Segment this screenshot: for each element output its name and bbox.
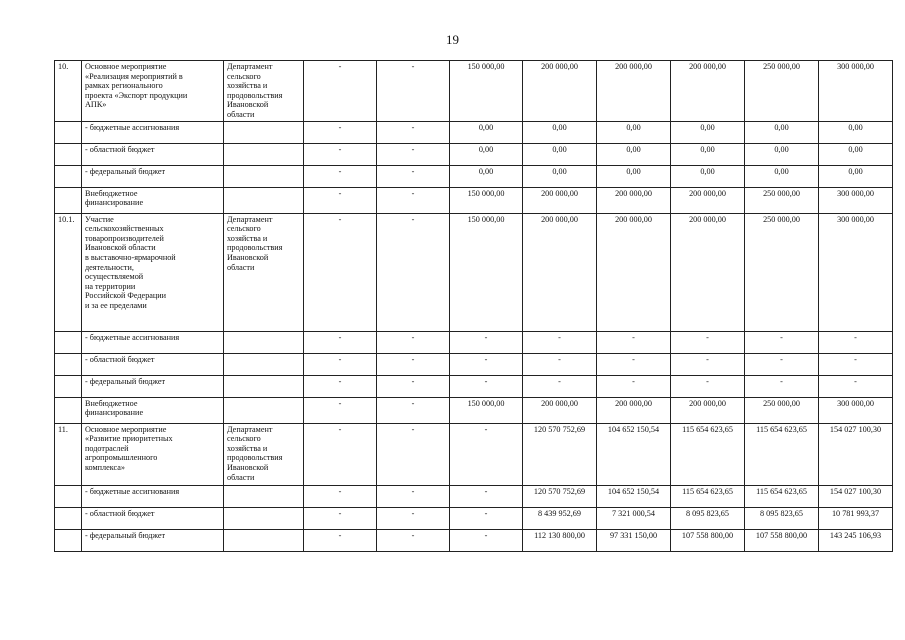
- table-row: [55, 423, 893, 485]
- table-row: [55, 143, 893, 165]
- amount-cell: 0,00: [745, 121, 819, 143]
- amount-cell: -: [450, 331, 523, 353]
- amount-cell: 250 000,00: [745, 397, 819, 423]
- amount-cell: 200 000,00: [523, 397, 597, 423]
- empty-year-cell: -: [304, 423, 377, 485]
- amount-cell: 250 000,00: [745, 187, 819, 213]
- amount-cell: 300 000,00: [819, 61, 893, 122]
- empty-year-cell: -: [304, 485, 377, 507]
- amount-cell: -: [597, 375, 671, 397]
- amount-cell: 300 000,00: [819, 397, 893, 423]
- amount-cell: 150 000,00: [450, 61, 523, 122]
- empty-year-cell: -: [377, 507, 450, 529]
- item-label-cell: - бюджетные ассигнования: [82, 331, 224, 353]
- table-row: [55, 375, 893, 397]
- row-number-cell: [55, 121, 82, 143]
- amount-cell: 200 000,00: [671, 213, 745, 331]
- program-financing-table: [54, 60, 893, 552]
- empty-year-cell: -: [377, 121, 450, 143]
- empty-year-cell: -: [377, 213, 450, 331]
- amount-cell: -: [819, 353, 893, 375]
- amount-cell: -: [819, 331, 893, 353]
- amount-cell: -: [819, 375, 893, 397]
- department-cell: [224, 353, 304, 375]
- amount-cell: -: [450, 423, 523, 485]
- item-label-cell: - областной бюджет: [82, 507, 224, 529]
- amount-cell: 10 781 993,37: [819, 507, 893, 529]
- department-cell: Департамент сельского хозяйства и продовольствия Ивановской области: [224, 61, 304, 122]
- empty-year-cell: -: [304, 187, 377, 213]
- empty-year-cell: -: [304, 213, 377, 331]
- amount-cell: -: [745, 353, 819, 375]
- amount-cell: 200 000,00: [671, 61, 745, 122]
- department-cell: [224, 331, 304, 353]
- empty-year-cell: -: [377, 331, 450, 353]
- amount-cell: 0,00: [597, 165, 671, 187]
- amount-cell: 200 000,00: [597, 397, 671, 423]
- amount-cell: 112 130 800,00: [523, 529, 597, 551]
- empty-year-cell: -: [377, 529, 450, 551]
- amount-cell: 120 570 752,69: [523, 485, 597, 507]
- amount-cell: 0,00: [597, 143, 671, 165]
- row-number-cell: [55, 353, 82, 375]
- table-row: [55, 529, 893, 551]
- amount-cell: 115 654 623,65: [671, 423, 745, 485]
- amount-cell: 0,00: [819, 165, 893, 187]
- amount-cell: 7 321 000,54: [597, 507, 671, 529]
- amount-cell: 8 095 823,65: [671, 507, 745, 529]
- amount-cell: -: [450, 507, 523, 529]
- amount-cell: -: [597, 331, 671, 353]
- amount-cell: 8 095 823,65: [745, 507, 819, 529]
- department-cell: [224, 507, 304, 529]
- empty-year-cell: -: [304, 397, 377, 423]
- empty-year-cell: -: [377, 397, 450, 423]
- table-row: [55, 485, 893, 507]
- amount-cell: 200 000,00: [671, 397, 745, 423]
- item-label-cell: - федеральный бюджет: [82, 165, 224, 187]
- amount-cell: 104 652 150,54: [597, 485, 671, 507]
- department-cell: [224, 187, 304, 213]
- department-cell: Департамент сельского хозяйства и продовольствия Ивановской области: [224, 213, 304, 331]
- table-row: [55, 165, 893, 187]
- row-number-cell: [55, 165, 82, 187]
- amount-cell: 0,00: [745, 143, 819, 165]
- amount-cell: 115 654 623,65: [745, 423, 819, 485]
- amount-cell: 0,00: [819, 121, 893, 143]
- amount-cell: -: [450, 485, 523, 507]
- table-row: [55, 397, 893, 423]
- amount-cell: 0,00: [450, 121, 523, 143]
- empty-year-cell: -: [304, 353, 377, 375]
- row-number-cell: [55, 507, 82, 529]
- amount-cell: 200 000,00: [597, 61, 671, 122]
- amount-cell: -: [523, 331, 597, 353]
- table-row: [55, 61, 893, 122]
- empty-year-cell: -: [304, 165, 377, 187]
- amount-cell: 150 000,00: [450, 397, 523, 423]
- amount-cell: 0,00: [450, 165, 523, 187]
- amount-cell: 0,00: [523, 121, 597, 143]
- amount-cell: 107 558 800,00: [671, 529, 745, 551]
- amount-cell: 200 000,00: [523, 61, 597, 122]
- row-number-cell: [55, 485, 82, 507]
- table-row: [55, 353, 893, 375]
- amount-cell: 0,00: [745, 165, 819, 187]
- item-label-cell: - областной бюджет: [82, 143, 224, 165]
- department-cell: [224, 121, 304, 143]
- row-number-cell: [55, 331, 82, 353]
- row-number-cell: [55, 397, 82, 423]
- department-cell: [224, 529, 304, 551]
- department-cell: [224, 397, 304, 423]
- item-label-cell: - федеральный бюджет: [82, 375, 224, 397]
- amount-cell: 0,00: [671, 143, 745, 165]
- amount-cell: -: [671, 353, 745, 375]
- amount-cell: 115 654 623,65: [745, 485, 819, 507]
- table-row: [55, 121, 893, 143]
- empty-year-cell: -: [377, 187, 450, 213]
- amount-cell: -: [450, 375, 523, 397]
- item-label-cell: Участие сельскохозяйственных товаропроизводителей Ивановской области в выставочно-ярмарочной деятельности, осуществляемой на территории Российской Федерации и за ее пределами: [82, 213, 224, 331]
- amount-cell: 0,00: [671, 121, 745, 143]
- table-row: [55, 331, 893, 353]
- amount-cell: 154 027 100,30: [819, 485, 893, 507]
- empty-year-cell: -: [304, 331, 377, 353]
- empty-year-cell: -: [377, 165, 450, 187]
- amount-cell: 200 000,00: [523, 187, 597, 213]
- table-row: [55, 507, 893, 529]
- amount-cell: 150 000,00: [450, 187, 523, 213]
- amount-cell: 0,00: [597, 121, 671, 143]
- department-cell: Департамент сельского хозяйства и продовольствия Ивановской области: [224, 423, 304, 485]
- row-number-cell: 11.: [55, 423, 82, 485]
- row-number-cell: [55, 375, 82, 397]
- empty-year-cell: -: [377, 353, 450, 375]
- empty-year-cell: -: [377, 61, 450, 122]
- empty-year-cell: -: [377, 375, 450, 397]
- item-label-cell: Основное мероприятие «Реализация мероприятий в рамках регионального проекта «Экспорт продукции АПК»: [82, 61, 224, 122]
- amount-cell: -: [671, 331, 745, 353]
- amount-cell: 300 000,00: [819, 213, 893, 331]
- item-label-cell: - бюджетные ассигнования: [82, 485, 224, 507]
- empty-year-cell: -: [377, 485, 450, 507]
- empty-year-cell: -: [377, 143, 450, 165]
- amount-cell: 200 000,00: [597, 213, 671, 331]
- amount-cell: -: [523, 375, 597, 397]
- item-label-cell: Основное мероприятие «Развитие приоритетных подотраслей агропромышленного комплекса»: [82, 423, 224, 485]
- amount-cell: 200 000,00: [523, 213, 597, 331]
- amount-cell: 0,00: [671, 165, 745, 187]
- department-cell: [224, 143, 304, 165]
- empty-year-cell: -: [304, 529, 377, 551]
- row-number-cell: 10.: [55, 61, 82, 122]
- empty-year-cell: -: [304, 375, 377, 397]
- amount-cell: 250 000,00: [745, 61, 819, 122]
- amount-cell: -: [450, 353, 523, 375]
- amount-cell: 8 439 952,69: [523, 507, 597, 529]
- row-number-cell: 10.1.: [55, 213, 82, 331]
- amount-cell: 200 000,00: [597, 187, 671, 213]
- amount-cell: 300 000,00: [819, 187, 893, 213]
- amount-cell: 200 000,00: [671, 187, 745, 213]
- empty-year-cell: -: [377, 423, 450, 485]
- page-number: 19: [446, 32, 459, 47]
- amount-cell: 143 245 106,93: [819, 529, 893, 551]
- amount-cell: 0,00: [819, 143, 893, 165]
- empty-year-cell: -: [304, 507, 377, 529]
- amount-cell: -: [745, 375, 819, 397]
- amount-cell: 107 558 800,00: [745, 529, 819, 551]
- department-cell: [224, 485, 304, 507]
- amount-cell: 0,00: [450, 143, 523, 165]
- item-label-cell: Внебюджетное финансирование: [82, 397, 224, 423]
- amount-cell: 120 570 752,69: [523, 423, 597, 485]
- amount-cell: 150 000,00: [450, 213, 523, 331]
- amount-cell: 115 654 623,65: [671, 485, 745, 507]
- amount-cell: -: [671, 375, 745, 397]
- department-cell: [224, 375, 304, 397]
- row-number-cell: [55, 143, 82, 165]
- empty-year-cell: -: [304, 143, 377, 165]
- amount-cell: 250 000,00: [745, 213, 819, 331]
- empty-year-cell: -: [304, 61, 377, 122]
- table-row: [55, 213, 893, 331]
- amount-cell: -: [523, 353, 597, 375]
- item-label-cell: - областной бюджет: [82, 353, 224, 375]
- item-label-cell: - федеральный бюджет: [82, 529, 224, 551]
- amount-cell: 0,00: [523, 143, 597, 165]
- table-row: [55, 187, 893, 213]
- amount-cell: 154 027 100,30: [819, 423, 893, 485]
- amount-cell: -: [597, 353, 671, 375]
- item-label-cell: - бюджетные ассигнования: [82, 121, 224, 143]
- amount-cell: 97 331 150,00: [597, 529, 671, 551]
- empty-year-cell: -: [304, 121, 377, 143]
- department-cell: [224, 165, 304, 187]
- amount-cell: -: [450, 529, 523, 551]
- item-label-cell: Внебюджетное финансирование: [82, 187, 224, 213]
- amount-cell: 0,00: [523, 165, 597, 187]
- row-number-cell: [55, 529, 82, 551]
- amount-cell: -: [745, 331, 819, 353]
- row-number-cell: [55, 187, 82, 213]
- amount-cell: 104 652 150,54: [597, 423, 671, 485]
